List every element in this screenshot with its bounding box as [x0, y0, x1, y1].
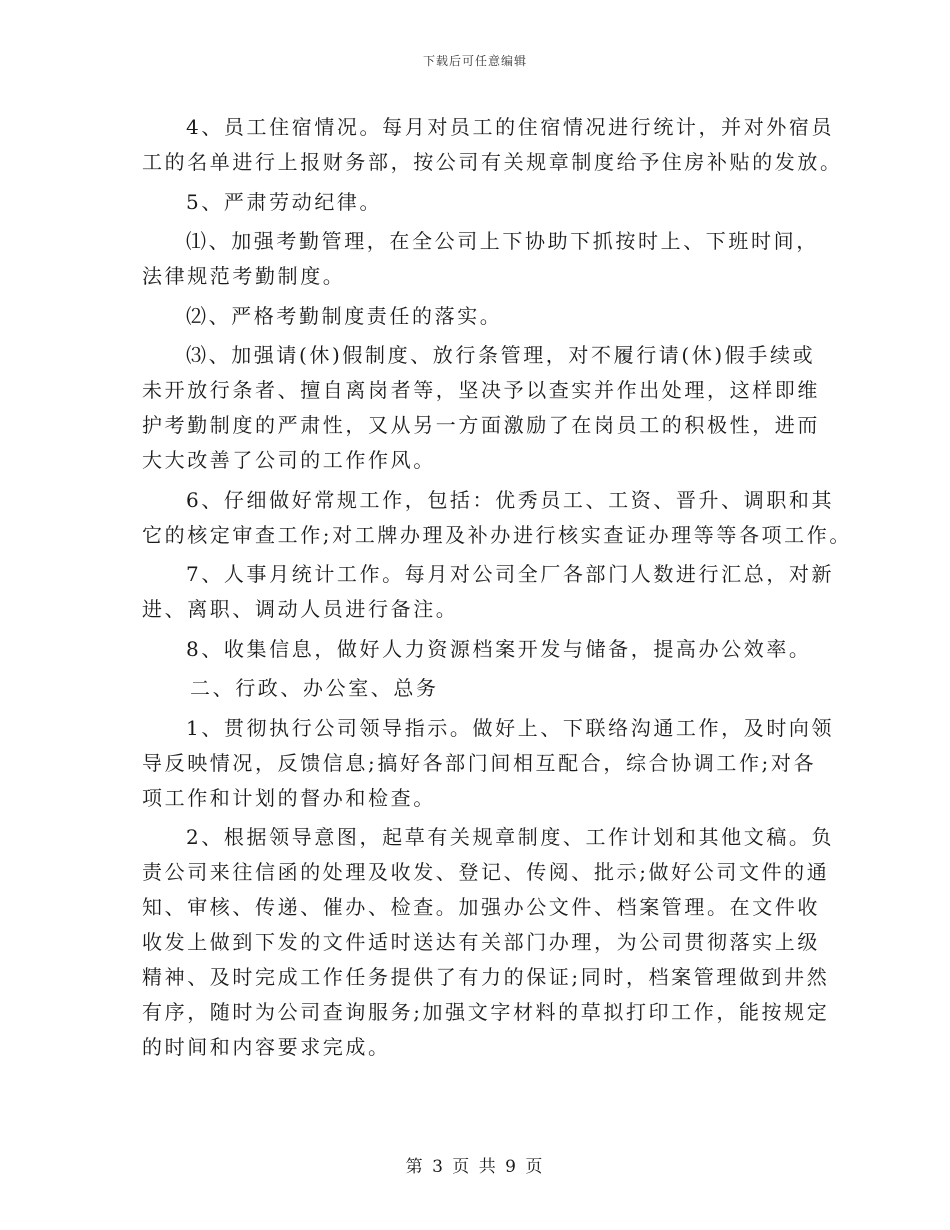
text-line: 法律规范考勤制度。: [142, 264, 346, 288]
text-line: 责公司来往信函的处理及收发、登记、传阅、批示;做好公司文件的通: [142, 860, 830, 884]
document-body: [142, 110, 852, 1070]
text-line: 收发上做到下发的文件适时送达有关部门办理，为公司贯彻落实上级: [142, 930, 820, 954]
paragraph: [142, 557, 835, 627]
text-line: 5、严肃劳动纪律。: [186, 189, 383, 214]
paragraph: [142, 224, 819, 294]
text-line: 精神、及时完成工作任务提供了有力的保证;同时，档案管理做到井然: [142, 965, 830, 989]
text-line: 4、员工住宿情况。每月对员工的住宿情况进行统计，并对外宿员: [186, 115, 835, 139]
text-line: ⑵、严格考勤制度责任的落实。: [186, 303, 503, 328]
paragraph: [142, 338, 820, 478]
text-line: ⑴、加强考勤管理，在全公司上下协助下抓按时上、下班时间，: [186, 229, 819, 253]
text-line: 7、人事月统计工作。每月对公司全厂各部门人数进行汇总，对新: [186, 562, 835, 586]
paragraph: [142, 632, 812, 667]
text-line: 二、行政、办公室、总务: [190, 676, 439, 700]
text-line: 1、贯彻执行公司领导指示。做好上、下联络沟通工作，及时向领: [186, 715, 835, 740]
text-line: 知、审核、传递、催办、检查。加强办公文件、档案管理。在文件收: [142, 895, 820, 919]
text-line: 进、离职、调动人员进行备注。: [142, 597, 459, 621]
paragraph: [142, 110, 843, 180]
section-heading: [142, 671, 812, 706]
text-line: 有序，随时为公司查询服务;加强文字材料的草拟打印工作，能按规定: [142, 1000, 830, 1024]
paragraph: [142, 711, 835, 816]
paragraph: [142, 483, 852, 553]
paragraph: [142, 820, 835, 1065]
text-line: ⑶、加强请(休)假制度、放行条管理，对不履行请(休)假手续或: [186, 343, 816, 367]
text-line: 的时间和内容要求完成。: [142, 1035, 391, 1059]
paragraph: [142, 185, 812, 220]
text-line: 大大改善了公司的工作作风。: [142, 448, 436, 472]
text-line: 未开放行条者、擅自离岗者等，坚决予以查实并作出处理，这样即维: [142, 378, 820, 402]
text-line: 工的名单进行上报财务部，按公司有关规章制度给予住房补贴的发放。: [142, 150, 843, 174]
text-line: 项工作和计划的督办和检查。: [142, 785, 436, 810]
paragraph: [142, 299, 812, 334]
text-line: 护考勤制度的严肃性，又从另一方面激励了在岗员工的积极性，进而: [142, 413, 820, 437]
page-number-footer: 第 3 页 共 9 页: [405, 1157, 545, 1177]
text-line: 8、收集信息，做好人力资源档案开发与储备，提高办公效率。: [186, 636, 812, 661]
text-line: 它的核定审查工作;对工牌办理及补办进行核实查证办理等等各项工作。: [142, 522, 852, 547]
page-header-note: 下载后可任意编辑: [422, 54, 527, 68]
text-line: 2、根据领导意图，起草有关规章制度、工作计划和其他文稿。负: [186, 825, 835, 849]
text-line: 6、仔细做好常规工作，包括：优秀员工、工资、晋升、调职和其: [186, 487, 835, 512]
text-line: 导反映情况，反馈信息;搞好各部门间相互配合，综合协调工作;对各: [142, 750, 817, 775]
